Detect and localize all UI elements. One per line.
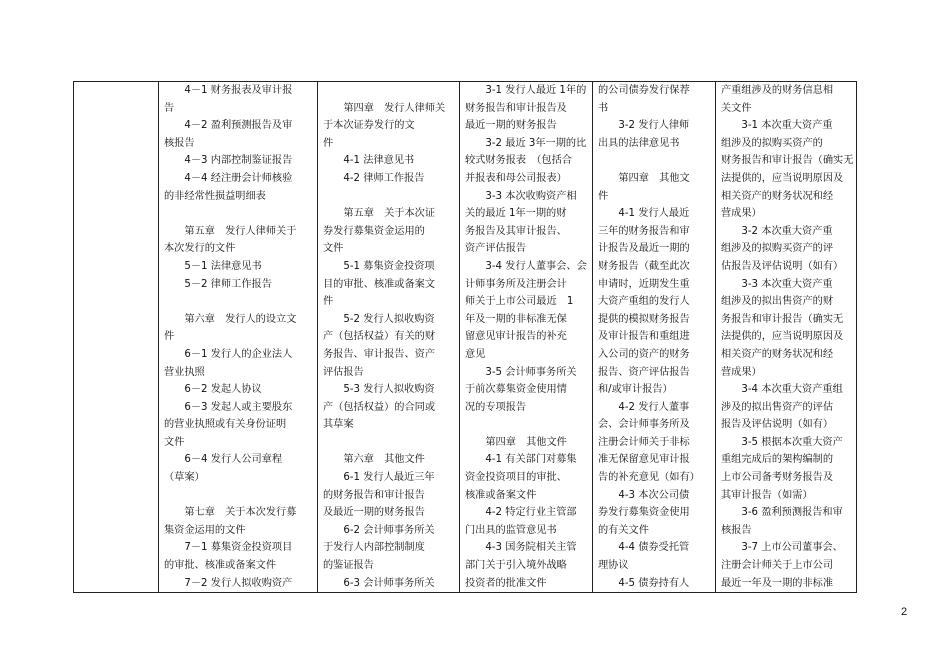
text-line: 集资金运用的文件 — [164, 524, 246, 536]
text-line: 4-2 律师工作报告 — [323, 172, 425, 184]
text-line: 的公司债券发行保荐 — [598, 85, 690, 96]
text-line: 5-2 发行人拟收购资 — [323, 313, 435, 325]
text-line: 4-1 法律意见书 — [323, 155, 415, 167]
text-line: 营业执照 — [164, 366, 205, 378]
text-line: 于前次募集资金使用情 — [465, 384, 567, 396]
text-line: 部门关于引入境外战略 — [465, 560, 567, 572]
page-number: 2 — [901, 606, 908, 618]
text-line — [598, 152, 712, 170]
text-line: 3-5 会计师事务所关 — [465, 366, 577, 378]
text-line: 提供的模拟财务报告 — [598, 313, 690, 325]
text-line: 法提供的，应当说明原因及 — [721, 331, 844, 343]
text-line: 6-1 发行人最近三年 — [323, 472, 435, 484]
column-4 — [460, 82, 593, 593]
text-line: 最近一年及一期的非标准 — [721, 577, 834, 589]
text-line: 评估报告 — [323, 366, 364, 378]
text-line: 相关资产的财务状况和经 — [721, 348, 834, 360]
text-line: 第七章 关于本次发行募 — [164, 507, 297, 519]
text-line: 核报告 — [164, 137, 195, 149]
text-line: 4-3 国务院相关主管 — [465, 542, 577, 554]
text-line: 6－4 发行人公司章程 — [164, 454, 283, 466]
text-line: 报告及评估说明（如有） — [721, 419, 834, 431]
text-line: 留意见审计报告的补充 — [465, 331, 567, 343]
text-line: 重组完成后的架构编制的 — [721, 454, 834, 466]
text-line: 4-5 债券持有人 — [598, 577, 690, 589]
document-table — [73, 81, 857, 593]
text-line: 核报告 — [721, 524, 752, 536]
text-line: 和/或审计报告） — [598, 384, 673, 396]
text-line: 4-1 有关部门对募集 — [465, 454, 577, 466]
text-line: 估报告及评估说明（如有） — [721, 260, 844, 272]
text-line: 于本次证券发行的文 — [323, 120, 415, 132]
text-line: 产（包括权益）有关的财 — [323, 331, 436, 343]
text-line: 务报告、审计报告、资产 — [323, 348, 436, 360]
text-line: 3-3 本次收购资产相 — [465, 190, 577, 202]
text-line: 及审计报告和重组进 — [598, 331, 690, 343]
text-line: 3-2 最近 3年一期的比 — [465, 137, 587, 149]
text-line: 4－2 盈利预测报告及审 — [164, 120, 293, 132]
text-line: 4－1 财务报表及审计报 — [164, 85, 293, 96]
text-line: 财务报告和审计报告及 — [465, 102, 567, 114]
text-line: 产重组涉及的财务信息相 — [721, 85, 834, 96]
text-line: 的审批、核准或备案文件 — [164, 560, 277, 572]
column-2 — [159, 82, 318, 593]
text-line: 资金投资项目的审批、 — [465, 472, 567, 484]
text-line: 件 — [164, 331, 175, 343]
text-line: 4-4 债券受托管 — [598, 542, 690, 554]
text-line: 年及一期的非标准无保 — [465, 313, 567, 325]
text-line: 告 — [164, 102, 175, 114]
text-line: 6－3 发起人或主要股东 — [164, 401, 293, 413]
text-line: 注册会计师关于非标 — [598, 436, 690, 448]
text-line: 财务报告（截至此次 — [598, 260, 690, 272]
text-line: 第四章 其他文件 — [465, 436, 567, 448]
text-line: 财务报告和审计报告（确实无 — [721, 155, 854, 167]
text-line: 及最近一期的财务报告 — [323, 507, 425, 519]
text-line: 关的最近 1年一期的财 — [465, 208, 567, 220]
text-line: 3-2 发行人律师 — [598, 120, 690, 132]
text-line: 入公司的资产的财务 — [598, 348, 690, 360]
text-line: 的非经常性损益明细表 — [164, 190, 266, 202]
text-line: 4－3 内部控制鉴证报告 — [164, 155, 293, 167]
text-line: 件 — [323, 296, 334, 308]
text-line — [323, 82, 456, 100]
text-line: 的营业执照或有关身份证明 — [164, 419, 287, 431]
text-line: 计师事务所及注册会计 — [465, 278, 567, 290]
text-line: 务报告及其审计报告、 — [465, 225, 567, 237]
text-line — [164, 205, 314, 223]
text-line: 其草案 — [323, 419, 354, 431]
text-line: 申请时，近期发生重 — [598, 278, 690, 290]
text-line: 文件 — [323, 243, 344, 255]
text-line: 准无保留意见审计报 — [598, 454, 690, 466]
text-line: 券发行募集资金运用的 — [323, 225, 425, 237]
text-line: 组涉及的拟购买资产的 — [721, 137, 823, 149]
text-line: 意见 — [465, 348, 486, 360]
text-line: 法提供的，应当说明原因及 — [721, 172, 844, 184]
text-line — [465, 416, 589, 434]
text-line: 营成果） — [721, 366, 762, 378]
text-line: 况的专项报告 — [465, 401, 527, 413]
text-line: 第六章 其他文件 — [323, 454, 425, 466]
text-line — [323, 188, 456, 206]
text-line: 7－1 募集资金投资项目 — [164, 542, 293, 554]
text-line: 件 — [598, 190, 609, 202]
text-line: 本次发行的文件 — [164, 243, 236, 255]
text-line: 第五章 发行人律师关于 — [164, 225, 297, 237]
text-line: 第四章 发行人律师关 — [323, 102, 446, 114]
text-line: 三年的财务报告和审 — [598, 225, 690, 237]
text-line: 3-5 根据本次重大资产 — [721, 436, 843, 448]
column-1 — [74, 82, 159, 593]
text-line: 告的补充意见（如有） — [598, 472, 700, 484]
column-5 — [593, 82, 716, 593]
text-line: 营成果） — [721, 208, 762, 220]
text-line: 组涉及的拟出售资产的财 — [721, 296, 834, 308]
text-line: 3-7 上市公司董事会、 — [721, 542, 843, 554]
text-line: 3-2 本次重大资产重 — [721, 225, 833, 237]
text-line: 第四章 其他文 — [598, 172, 690, 184]
text-line: 较式财务报表 （包括合 — [465, 155, 572, 167]
text-line: 务报告和审计报告（确实无 — [721, 313, 844, 325]
text-line: 3-4 发行人董事会、会 — [465, 260, 587, 272]
text-line: （草案） — [164, 472, 205, 484]
text-line: 其审计报告（如需） — [721, 489, 813, 501]
text-line: 的有关文件 — [598, 524, 649, 536]
text-line: 6－2 发起人协议 — [164, 384, 262, 396]
text-line: 文件 — [164, 436, 185, 448]
text-line: 4-1 发行人最近 — [598, 208, 690, 220]
text-line: 涉及的拟出售资产的评估 — [721, 401, 834, 413]
text-line: 5-3 发行人拟收购资 — [323, 384, 435, 396]
text-line: 4-2 发行人董事 — [598, 401, 690, 413]
text-line: 最近一期的财务报告 — [465, 120, 557, 132]
text-line: 3-3 本次重大资产重 — [721, 278, 833, 290]
text-line: 第六章 发行人的设立文 — [164, 313, 297, 325]
text-line: 产（包括权益）的合同或 — [323, 401, 436, 413]
text-line: 理协议 — [598, 560, 629, 572]
table-row — [74, 82, 857, 593]
text-line: 5-1 募集资金投资项 — [323, 260, 435, 272]
text-line: 投资者的批准文件 — [465, 577, 547, 589]
text-line: 核准或备案文件 — [465, 489, 537, 501]
text-line: 关文件 — [721, 102, 752, 114]
text-line: 上市公司备考财务报告及 — [721, 472, 834, 484]
text-line: 资产评估报告 — [465, 243, 527, 255]
text-line: 相关资产的财务状况和经 — [721, 190, 834, 202]
text-line: 出具的法律意见书 — [598, 137, 680, 149]
text-line: 目的审批、核准或备案文 — [323, 278, 436, 290]
text-line: 3-6 盈利预测报告和审 — [721, 507, 843, 519]
text-line: 3-1 发行人最近 1年的 — [465, 85, 587, 96]
text-line: 报告、资产评估报告 — [598, 366, 690, 378]
text-line: 6-3 会计师事务所关 — [323, 577, 435, 589]
text-line: 书 — [598, 102, 609, 114]
text-line: 6-2 会计师事务所关 — [323, 524, 435, 536]
text-line: 6－1 发行人的企业法人 — [164, 348, 293, 360]
text-line: 大资产重组的发行人 — [598, 296, 690, 308]
text-line: 3-4 本次重大资产重组 — [721, 384, 843, 396]
column-3 — [318, 82, 460, 593]
column-6 — [716, 82, 857, 593]
text-line — [164, 293, 314, 311]
text-line: 门出具的监管意见书 — [465, 524, 557, 536]
text-line: 注册会计师关于上市公司 — [721, 560, 834, 572]
text-line: 的鉴证报告 — [323, 560, 374, 572]
text-line: 的财务报告和审计报告 — [323, 489, 425, 501]
text-line: 件 — [323, 137, 334, 149]
text-line: 5－1 法律意见书 — [164, 260, 262, 272]
text-line: 3-1 本次重大资产重 — [721, 120, 833, 132]
text-line: 4-3 本次公司债 — [598, 489, 690, 501]
text-line: 7－2 发行人拟收购资产 — [164, 577, 293, 589]
text-line: 第五章 关于本次证 — [323, 208, 436, 220]
text-line: 于发行人内部控制制度 — [323, 542, 425, 554]
text-line — [323, 434, 456, 452]
text-line: 会、会计师事务所及 — [598, 419, 690, 431]
text-line: 5－2 律师工作报告 — [164, 278, 272, 290]
text-line: 4－4 经注册会计师核验 — [164, 172, 293, 184]
text-line: 4-2 特定行业主管部 — [465, 507, 577, 519]
text-line: 券发行募集资金使用 — [598, 507, 690, 519]
text-line: 师关于上市公司最近 1 — [465, 296, 574, 308]
text-line: 并报表和母公司报表） — [465, 172, 567, 184]
text-line: 组涉及的拟购买资产的评 — [721, 243, 834, 255]
text-line: 计报告及最近一期的 — [598, 243, 690, 255]
text-line — [164, 487, 314, 505]
